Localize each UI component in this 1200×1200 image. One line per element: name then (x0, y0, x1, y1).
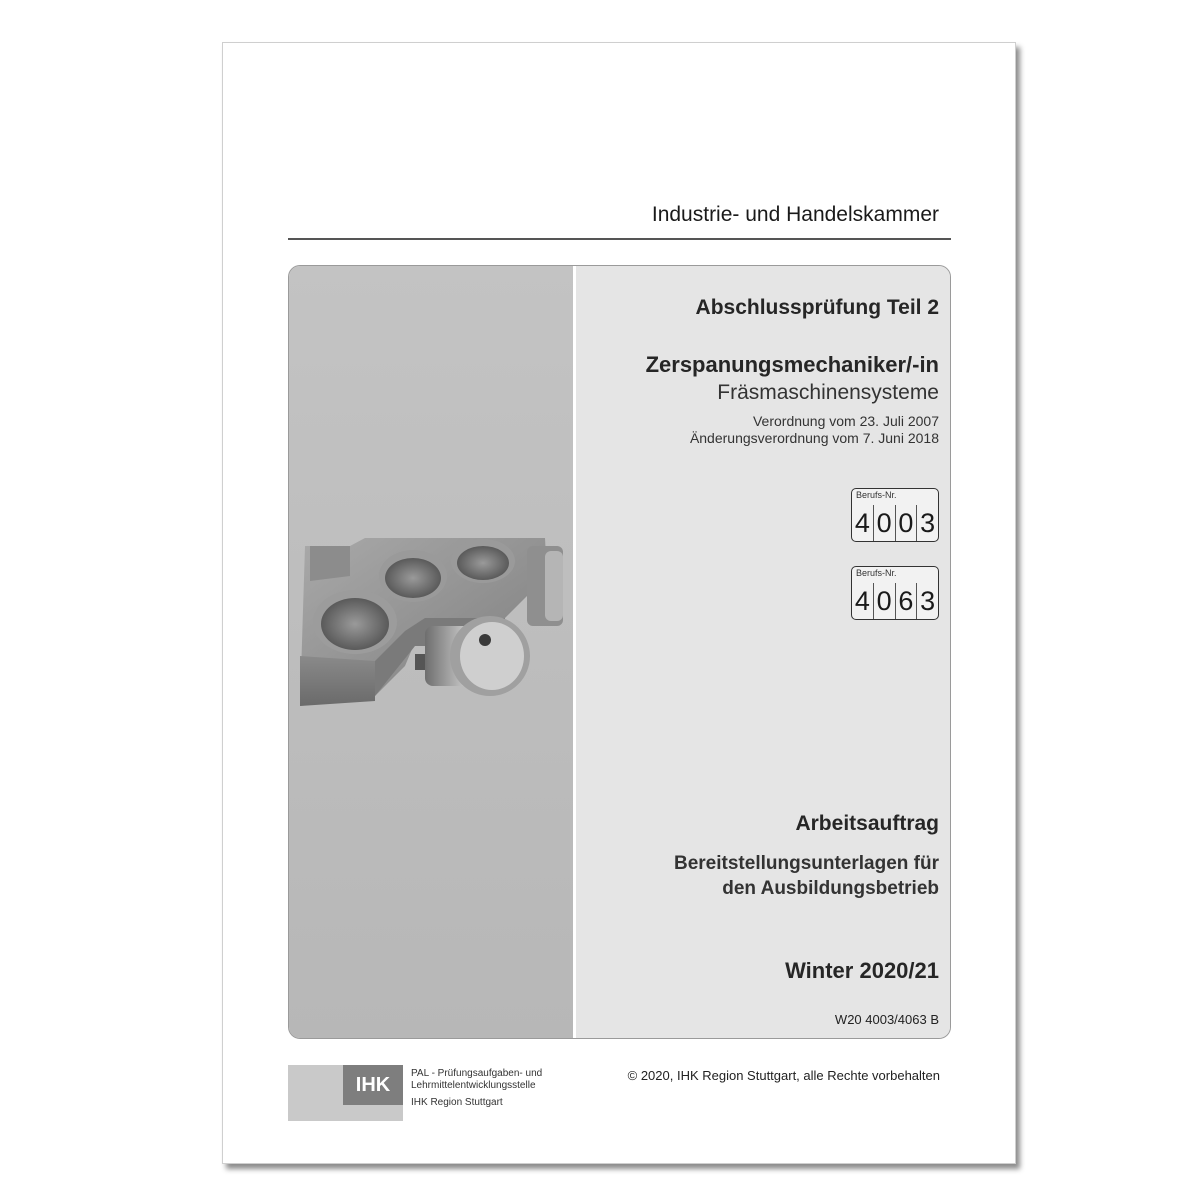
workpiece-photo (295, 536, 570, 736)
document-code: W20 4003/4063 B (834, 1012, 939, 1027)
code-digit: 3 (916, 583, 938, 619)
document-cover (222, 42, 1016, 1164)
cover-panel (288, 265, 951, 1039)
exam-title: Abschlussprüfung Teil 2 (695, 296, 939, 319)
occupation-code-box (851, 488, 939, 542)
specialization: Fräsmaschinensysteme (717, 381, 939, 404)
document-description-line1: Bereitstellungsunterlagen für (674, 853, 939, 874)
code-digit: 3 (916, 505, 938, 541)
image-column (289, 266, 573, 1038)
publisher-info (411, 1068, 542, 1109)
copyright-notice: © 2020, IHK Region Stuttgart, alle Rechte vorbehalten (627, 1068, 940, 1083)
code-digit: 0 (873, 583, 895, 619)
code-digit: 6 (895, 583, 917, 619)
code-digit: 4 (854, 586, 870, 616)
publisher-line3: IHK Region Stuttgart (411, 1097, 503, 1108)
code-digit: 4 (854, 508, 870, 538)
occupation-code-box (851, 566, 939, 620)
ihk-logo (288, 1065, 403, 1121)
amendment-date: Änderungsverordnung vom 7. Juni 2018 (689, 430, 939, 446)
code-digit: 0 (873, 505, 895, 541)
exam-season: Winter 2020/21 (785, 958, 939, 983)
document-type: Arbeitsauftrag (795, 812, 939, 835)
document-description-line2: den Ausbildungsbetrieb (722, 878, 939, 899)
publisher-line2: Lehrmittelentwicklungsstelle (411, 1080, 536, 1091)
occupation-code-label: Berufs-Nr. (856, 568, 897, 578)
header-divider (288, 238, 951, 240)
organization-title: Industrie- und Handelskammer (651, 203, 939, 226)
ihk-logo-mark: IHK (343, 1065, 403, 1105)
publisher-line1: PAL - Prüfungsaufgaben- und (411, 1068, 543, 1079)
regulation-date: Verordnung vom 23. Juli 2007 (752, 413, 939, 429)
code-digit: 0 (895, 505, 917, 541)
occupation-code-label: Berufs-Nr. (856, 490, 897, 500)
profession-title: Zerspanungsmechaniker/-in (645, 352, 939, 377)
info-column (576, 266, 950, 1038)
